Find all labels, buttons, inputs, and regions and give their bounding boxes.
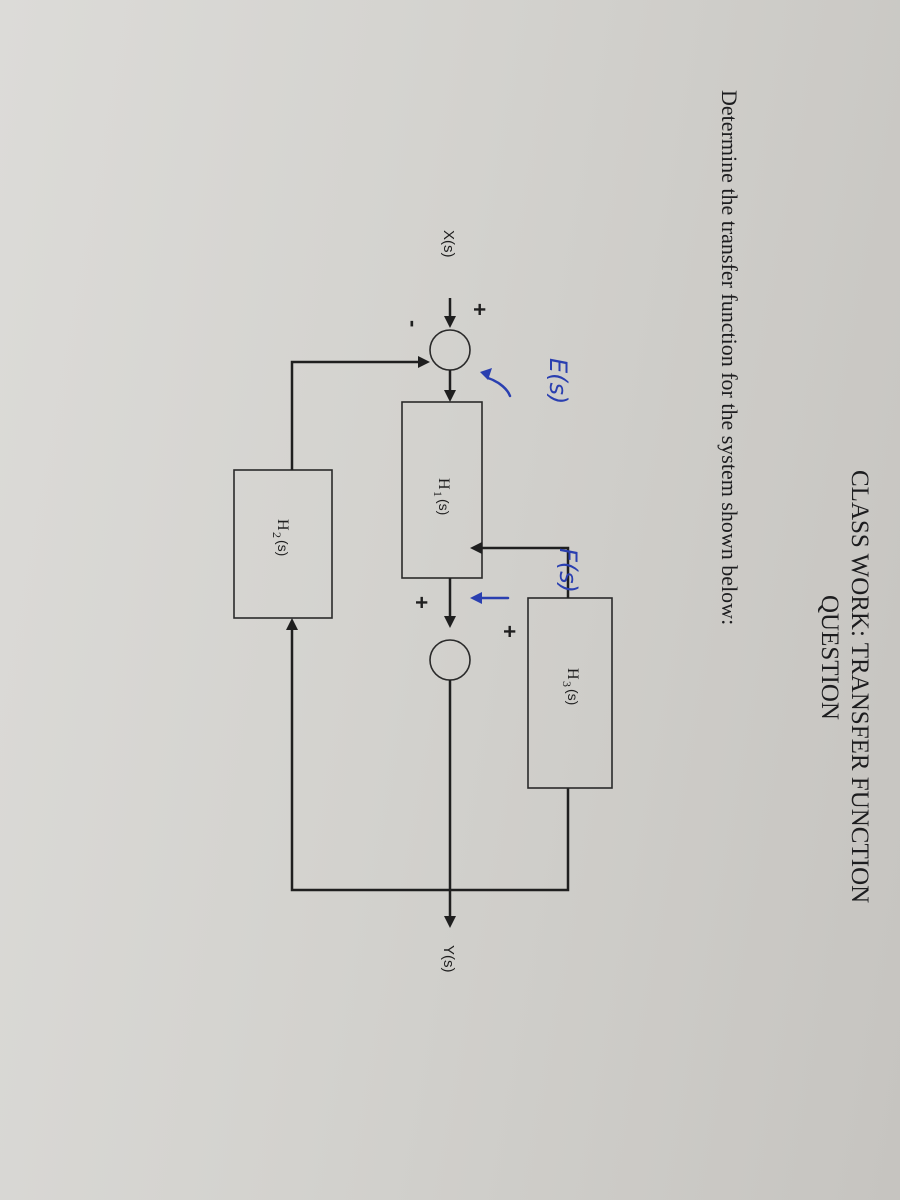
input-label: X(s) (440, 230, 457, 258)
h2-loop-wire-right (292, 630, 450, 890)
h3-feedback-arrow (470, 542, 482, 554)
output-label: Y(s) (440, 945, 457, 973)
instruction-text: Determine the transfer function for the system shown below: (717, 90, 742, 626)
junction1-plus-sign: + (467, 303, 492, 316)
h1-input-arrow (444, 390, 456, 402)
handwritten-f-arrowhead (470, 592, 482, 604)
junction2-feedback-plus: + (497, 625, 522, 638)
h2-label-arg: (s) (275, 540, 291, 557)
h2-input-arrow (286, 618, 298, 630)
heading-line1: CLASS WORK: TRANSFER FUNCTION (846, 470, 873, 904)
h1-block (402, 402, 482, 578)
summing-junction-2 (430, 640, 470, 680)
h3-loop-wire-right (450, 788, 568, 890)
junction2-forward-plus: + (409, 596, 434, 609)
handwritten-f-label: F(s) (554, 548, 582, 594)
handwritten-error-label: E(s) (544, 358, 572, 405)
junction1-input-arrow (444, 316, 456, 328)
junction2-input-arrow (444, 616, 456, 628)
h2-loop-wire-left (292, 362, 420, 470)
h3-label-arg: (s) (565, 689, 581, 706)
h1-label-sub: 1 (431, 491, 445, 497)
junction1-feedback-arrow (418, 356, 430, 368)
h1-label-arg: (s) (436, 499, 452, 516)
output-arrow (444, 916, 456, 928)
h2-label-H: H (274, 519, 291, 531)
h3-label-sub: 3 (560, 681, 574, 687)
summing-junction-1 (430, 330, 470, 370)
heading-line2: QUESTION (816, 595, 843, 720)
handwritten-error-arrow (488, 378, 510, 396)
h1-label-H: H (435, 478, 452, 490)
h2-label-sub: 2 (270, 532, 284, 538)
h3-label-H: H (564, 668, 581, 680)
junction1-minus-sign: - (401, 320, 426, 328)
